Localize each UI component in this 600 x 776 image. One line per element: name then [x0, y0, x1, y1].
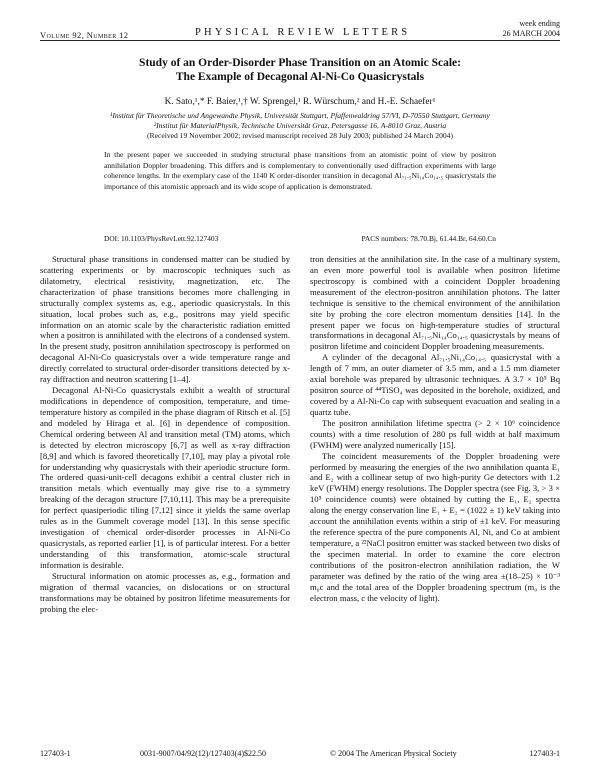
paragraph: The coincident measurements of the Doppler broadening were performed by measuring the energies of the two annihilation quanta E₁ and E₂ with a collinear setup of two high-purity Ge detectors with 1.2 keV (FWHM) energy resolutions. The Doppler spectra (see Fig. 3, > 3 × 10⁵ coincidence counts) were obtained by cutting the E₁, E₂ spectra along the energy conservation line E₁ + E₂ = (1022 ± 1) keV taking into account the annihilation events within a strip of ±1 keV. For measuring the reference spectra of the pure components Al, Ni, and Co at ambient temperature, a ²²NaCl positron emitter was stacked between two disks of the specimen material. In order to examine the core electron contributions of the positron-electron annihilation radiation, the W parameter was defined by the ratio of the wing area ±(18–25) × 10⁻³ m₀c and the total area of the Doppler broadening spectrum (m₀ is the electron mass, c the velocity of light). [310, 450, 560, 603]
affiliation-1: ¹Institut für Theoretische und Angewandte Physik, Universität Stuttgart, Pfaffenwaldring 57/VI, D-70550 Stuttgart, Germany [110, 111, 490, 120]
title-line-1: Study of an Order-Disorder Phase Transition on an Atomic Scale: [139, 57, 461, 69]
paragraph: Structural information on atomic processes as, e.g., formation and migration of thermal vacancies, on dislocations or on structural transformations may be obtained by positron lifetime measurements for probing the elec- [40, 570, 290, 614]
affiliation-2: ²Institut für MaterialPhysik, Technische Universität Graz, Petersgasse 16, A-8010 Graz, Austria [153, 121, 447, 130]
affiliations [40, 111, 560, 141]
article-code: 0031-9007/04/92(12)/127403(4)$22.50 [140, 749, 266, 758]
title-line-2: The Example of Decagonal Al-Ni-Co Quasicrystals [175, 71, 425, 83]
journal-volume: Volume 92, Number 12 [40, 30, 129, 40]
paragraph: tron densities at the annihilation site. In the case of a multinary system, an even more powerful tool is available when positron lifetime spectroscopy is combined with a coincident Doppler broadening measurement of the electron-positron annihilation photons. The latter technique is sensitive to the chemical environment of the annihilation site by probing the core electron momentum densities [14]. In the present paper we focus on high-temperature studies of structural transformations in decagonal Al₇₁.₅Ni₁₄Co₁₄.₅ quasicrystals by means of positron lifetime and coincident Doppler broadening measurements. [310, 254, 560, 352]
body-column-right [310, 254, 560, 604]
issue-date-value: 26 MARCH 2004 [502, 29, 560, 38]
author-list: K. Sato,¹,* F. Baier,¹,† W. Sprengel,¹ R. Würschum,² and H.-E. Schaefer¹ [164, 97, 436, 107]
paragraph: Decagonal Al-Ni-Co quasicrystals exhibit a wealth of structural modifications in dependence of composition, temperature, and time-temperature history as compiled in the phase diagram of Ritsch et al. [5] and modeled by Hiraga et al. [6] in dependence of composition. Chemical ordering between Al and transition metal (TM) atoms, which is detected by electron microscopy [6,7] as well as x-ray diffraction [8,9] and which is favored theoretically [7,10], may play a pivotal role for understanding why quasicrystals with their aperiodic structure form. The ordered quasi-unit-cell decagons exhibit a central cluster rich in transition metals which eventually may give rise to a symmetry breaking of the decagon structure [7,10,11]. This may be a prerequisite for perfect quasiperiodic tiling [7,12] since it yields the same overlap rules as in the Gummelt coverage model [13]. In this sense specific investigation of chemical order-disorder processes in Al-Ni-Co quasicrystals, as reported earlier [1], is of particular interest. For a better understanding of this transformation, atomic-scale structural information is desirable. [40, 385, 290, 570]
body-column-left [40, 254, 290, 614]
week-ending-label: week ending [519, 19, 560, 28]
doi: DOI: 10.1103/PhysRevLett.92.127403 [104, 234, 219, 243]
issue-date [503, 19, 560, 39]
paragraph: Structural phase transitions in condensed matter can be studied by scattering experiments or by macroscopic techniques such as dilatometry, electrical resistivity, magnetization, etc. The characterization of phase transitions becomes more challenging in structurally complex systems as, e.g., aperiodic quasicrystals. In this situation, local probes such as, e.g., positrons may yield specific information on an atomic scale by the characteristic radiation emitted when a positron is annihilated with the electrons of a condensed system. In the present study, positron annihilation spectroscopy is performed on decagonal Al-Ni-Co quasicrystals over a wide temperature range and directly correlated to structural order-disorder transitions detected by x-ray diffraction and neutron scattering [1–4]. [40, 254, 290, 385]
abstract: In the present paper we succeeded in studying structural phase transitions from an atomistic point of view by positron annihilation Doppler broadening. This differs and is complementary to conventionally used diffraction experiments with large coherence lengths. In the exemplary case of the 1140 K order-disorder transition in decagonal Al₇₁.₅Ni₁₄Co₁₄.₅ quasicrystals the importance of this atomistic approach and its wide scope of application is demonstrated. [104, 150, 496, 191]
received-dates: (Received 19 November 2002; revised manuscript received 28 July 2003; published 24 March 2004) [147, 131, 453, 140]
copyright: © 2004 The American Physical Society [330, 749, 457, 758]
header-rule [40, 40, 560, 41]
pacs-numbers: PACS numbers: 78.70.Bj, 61.44.Br, 64.60.Cn [361, 234, 496, 243]
paragraph: The positron annihilation lifetime spectra (> 2 × 10⁶ coincidence counts) with a time resolution of 280 ps full width at half maximum (FWHM) were analyzed numerically [15]. [310, 417, 560, 450]
journal-name: PHYSICAL REVIEW LETTERS [195, 27, 411, 38]
page-number-right: 127403-1 [529, 749, 560, 758]
paragraph: A cylinder of the decagonal Al₇₁.₅Ni₁₄Co₁₄.₅ quasicrystal with a length of 7 mm, an outer diameter of 3.5 mm, and a 1.5 mm diameter axial borehole was prepared by ultrasonic techniques. A 3.7 × 10⁵ Bq positron source of ⁴⁴TiSO₄ was deposited in the borehole, oxidized, and covered by a Al-Ni-Co cap with subsequent evacuation and sealing in a quartz tube. [310, 352, 560, 417]
page-number-left: 127403-1 [40, 749, 71, 758]
paper-title [40, 56, 560, 84]
